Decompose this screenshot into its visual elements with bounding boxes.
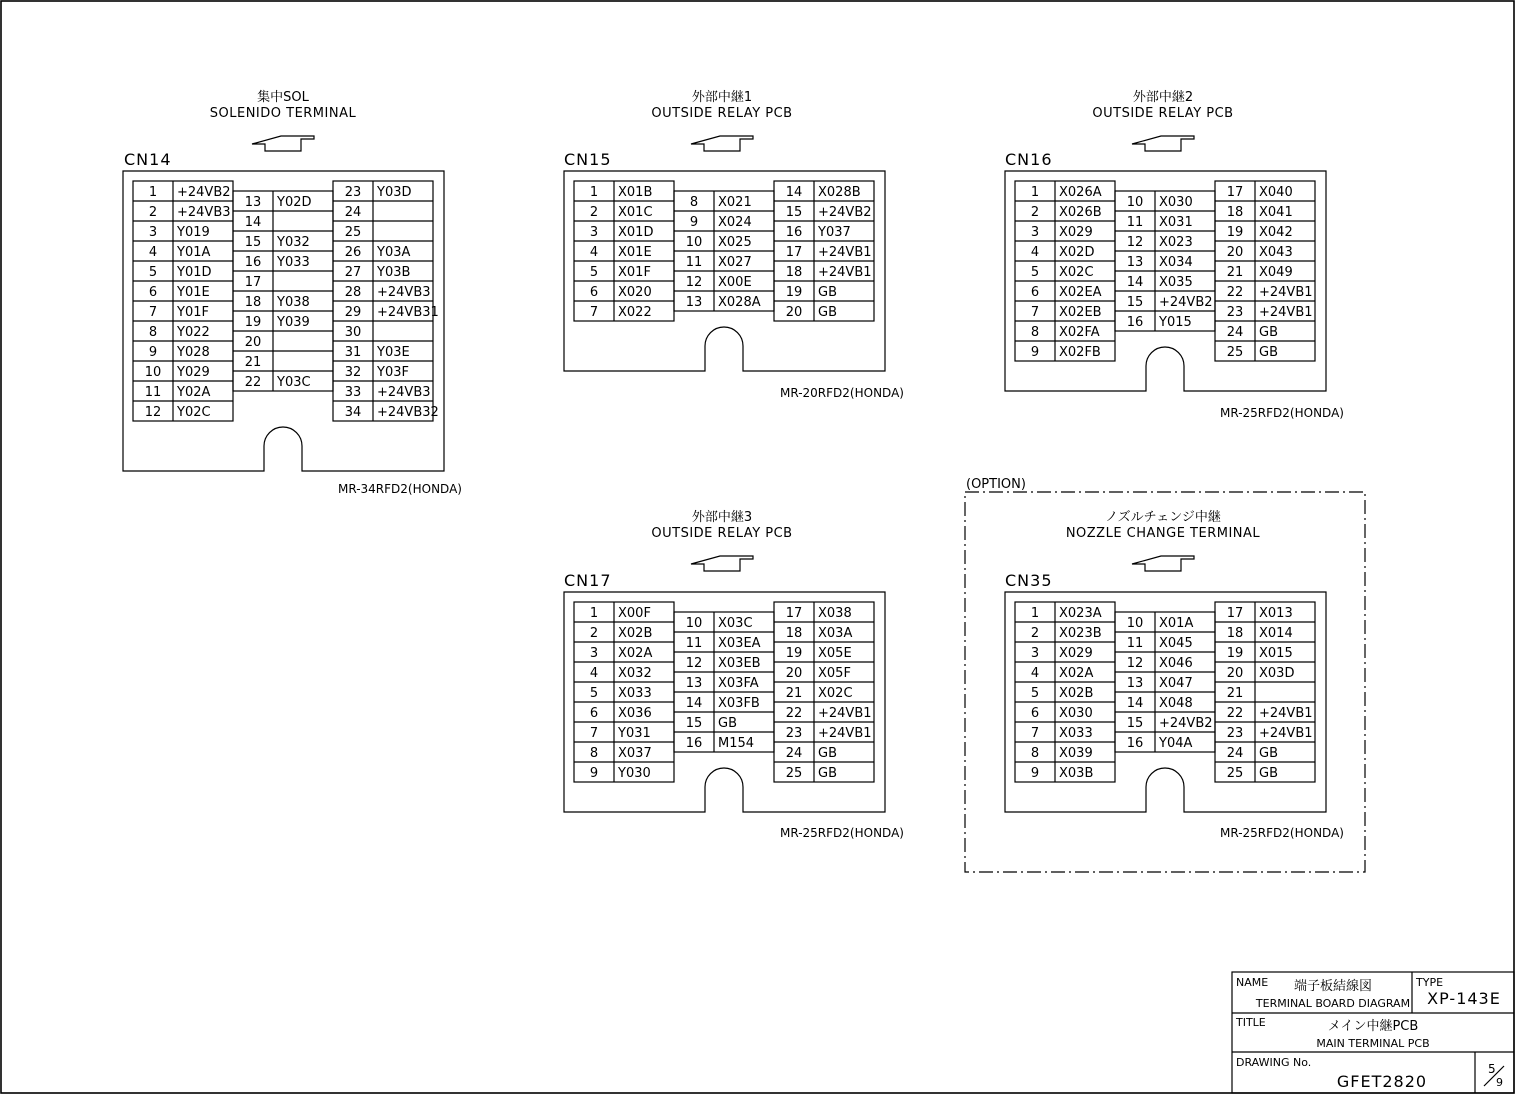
type-label: TYPE	[1416, 976, 1444, 989]
cn16-left-signal: X02EA	[1059, 285, 1102, 300]
cn35-right-pin-number: 17	[1226, 606, 1244, 621]
cn16-direction-arrow-icon	[1132, 136, 1194, 151]
cn17-left-signal: X02B	[618, 626, 653, 641]
cn16-mid-signal: Y015	[1159, 315, 1192, 330]
cn35-title-jp: ノズルチェンジ中継	[1105, 510, 1221, 525]
cn14-right-signal: +24VB3	[377, 385, 431, 400]
cn14-mid-pin-number: 19	[244, 315, 262, 330]
cn35-left-signal: X033	[1059, 726, 1093, 741]
cn17-left-pin-number: 8	[589, 746, 599, 761]
cn14-left-signal: +24VB3	[177, 205, 231, 220]
cn16-left-signal: X029	[1059, 225, 1093, 240]
cn35-right-signal: X013	[1259, 606, 1293, 621]
cn16-left-signal: X02D	[1059, 245, 1095, 260]
cn16-right-signal: X040	[1259, 185, 1293, 200]
cn16-left-pin-number: 6	[1030, 285, 1040, 300]
cn14-left-pin-number: 7	[148, 305, 158, 320]
cn14-left-signal: Y01E	[177, 285, 210, 300]
cn14-mid-pin-number: 20	[244, 335, 262, 350]
cn16-mid-pin-number: 11	[1126, 215, 1144, 230]
connector-cn16	[1005, 89, 1344, 420]
cn15-direction-arrow-icon	[691, 136, 753, 151]
cn35-part-number: MR-25RFD2(HONDA)	[1220, 826, 1344, 840]
cn35-left-pin-number: 3	[1030, 646, 1040, 661]
cn14-right-pin-number: 25	[344, 225, 362, 240]
cn15-left-pin-number: 5	[589, 265, 599, 280]
cn17-right-pin-number: 21	[785, 686, 803, 701]
cn17-right-signal: +24VB1	[818, 726, 872, 741]
cn16-left-pin-number: 8	[1030, 325, 1040, 340]
cn16-right-signal: X041	[1259, 205, 1293, 220]
cn16-right-pin-number: 19	[1226, 225, 1244, 240]
cn14-left-signal: Y02C	[177, 405, 211, 420]
cn16-right-pin-number: 22	[1226, 285, 1244, 300]
cn17-left-signal: X02A	[618, 646, 653, 661]
cn35-right-pin-number: 25	[1226, 766, 1244, 781]
cn14-right-pin-number: 26	[344, 245, 362, 260]
cn14-part-number: MR-34RFD2(HONDA)	[338, 482, 462, 496]
cn15-part-number: MR-20RFD2(HONDA)	[780, 386, 904, 400]
cn17-mid-signal: X03C	[718, 616, 753, 631]
cn16-left-pin-number: 1	[1030, 185, 1040, 200]
cn17-right-signal: X03A	[818, 626, 853, 641]
cn15-right-signal: +24VB1	[818, 245, 872, 260]
cn14-direction-arrow-icon	[252, 136, 314, 151]
cn14-right-signal: Y03B	[377, 265, 411, 280]
cn14-left-pin-number: 3	[148, 225, 158, 240]
cn35-right-signal: X014	[1259, 626, 1293, 641]
title-block	[1232, 972, 1514, 1093]
cn14-right-pin-number: 23	[344, 185, 362, 200]
cn17-right-signal: +24VB1	[818, 706, 872, 721]
cn17-left-pin-number: 9	[589, 766, 599, 781]
cn35-left-signal: X03B	[1059, 766, 1094, 781]
cn16-mid-signal: X030	[1159, 195, 1193, 210]
cn35-left-pin-number: 5	[1030, 686, 1040, 701]
cn16-title-jp: 外部中継2	[1132, 90, 1194, 105]
cn16-left-pin-number: 2	[1030, 205, 1040, 220]
cn17-mid-pin-number: 10	[685, 616, 703, 631]
cn17-right-pin-number: 25	[785, 766, 803, 781]
cn14-mid-signal: Y03C	[277, 375, 311, 390]
cn17-mid-pin-number: 15	[685, 716, 703, 731]
cn16-right-signal: X049	[1259, 265, 1293, 280]
cn14-right-pin-number: 24	[344, 205, 362, 220]
cn15-right-pin-number: 19	[785, 285, 803, 300]
cn35-right-signal: +24VB1	[1259, 706, 1313, 721]
cn14-left-signal: Y028	[177, 345, 210, 360]
cn35-mid-signal: X047	[1159, 676, 1193, 691]
cn14-label: CN14	[124, 150, 172, 169]
cn16-left-signal: X026A	[1059, 185, 1102, 200]
cn15-right-signal: GB	[818, 305, 837, 320]
cn16-left-signal: X026B	[1059, 205, 1102, 220]
cn14-right-pin-number: 30	[344, 325, 362, 340]
cn14-mid-pin-number: 16	[244, 255, 262, 270]
drawing-label: DRAWING No.	[1236, 1056, 1312, 1069]
cn15-mid-signal: X025	[718, 235, 752, 250]
cn14-right-signal: +24VB31	[377, 305, 439, 320]
cn15-right-pin-number: 18	[785, 265, 803, 280]
cn17-mid-pin-number: 16	[685, 736, 703, 751]
cn16-mid-pin-number: 15	[1126, 295, 1144, 310]
cn15-mid-pin-number: 11	[685, 255, 703, 270]
cn17-right-signal: X02C	[818, 686, 853, 701]
cn15-left-pin-number: 6	[589, 285, 599, 300]
cn17-left-signal: X036	[618, 706, 652, 721]
cn15-right-signal: GB	[818, 285, 837, 300]
cn16-mid-pin-number: 13	[1126, 255, 1144, 270]
cn15-left-signal: X01D	[618, 225, 654, 240]
cn17-right-pin-number: 22	[785, 706, 803, 721]
cn14-left-pin-number: 10	[144, 365, 162, 380]
cn15-mid-signal: X027	[718, 255, 752, 270]
cn14-title-en: SOLENIDO TERMINAL	[209, 106, 357, 121]
cn15-left-pin-number: 4	[589, 245, 599, 260]
connector-group	[123, 89, 1344, 840]
cn15-mid-pin-number: 8	[689, 195, 699, 210]
drawing-frame	[1, 1, 1514, 1093]
cn14-left-pin-number: 9	[148, 345, 158, 360]
cn17-right-pin-number: 19	[785, 646, 803, 661]
cn15-mid-signal: X021	[718, 195, 752, 210]
cn17-right-signal: X038	[818, 606, 852, 621]
cn14-mid-pin-number: 15	[244, 235, 262, 250]
cn16-right-pin-number: 18	[1226, 205, 1244, 220]
cn15-mid-pin-number: 10	[685, 235, 703, 250]
cn35-left-signal: X030	[1059, 706, 1093, 721]
cn16-mid-pin-number: 12	[1126, 235, 1144, 250]
connector-cn17	[564, 509, 904, 840]
cn17-left-signal: X033	[618, 686, 652, 701]
sheet-numerator: 5	[1488, 1062, 1496, 1076]
cn15-right-pin-number: 16	[785, 225, 803, 240]
cn15-left-pin-number: 2	[589, 205, 599, 220]
cn35-right-signal: GB	[1259, 766, 1278, 781]
cn16-right-signal: X043	[1259, 245, 1293, 260]
cn15-left-signal: X020	[618, 285, 652, 300]
cn14-left-signal: +24VB2	[177, 185, 231, 200]
cn14-left-pin-number: 4	[148, 245, 158, 260]
cn35-left-pin-number: 9	[1030, 766, 1040, 781]
cn16-mid-signal: X023	[1159, 235, 1193, 250]
cn15-left-signal: X022	[618, 305, 652, 320]
cn14-right-pin-number: 34	[344, 405, 362, 420]
cn16-left-signal: X02FB	[1059, 345, 1101, 360]
cn17-left-pin-number: 1	[589, 606, 599, 621]
cn16-mid-signal: X031	[1159, 215, 1193, 230]
cn35-direction-arrow-icon	[1132, 556, 1194, 571]
cn14-right-pin-number: 29	[344, 305, 362, 320]
cn14-title-jp: 集中SOL	[257, 90, 309, 105]
cn15-title-jp: 外部中継1	[691, 90, 753, 105]
cn35-right-pin-number: 22	[1226, 706, 1244, 721]
cn35-right-pin-number: 23	[1226, 726, 1244, 741]
cn35-left-signal: X023B	[1059, 626, 1102, 641]
cn35-right-pin-number: 18	[1226, 626, 1244, 641]
cn14-left-pin-number: 8	[148, 325, 158, 340]
cn14-left-pin-number: 2	[148, 205, 158, 220]
cn17-mid-signal: X03EB	[718, 656, 761, 671]
cn16-left-pin-number: 9	[1030, 345, 1040, 360]
cn14-mid-pin-number: 21	[244, 355, 262, 370]
cn15-mid-signal: X00E	[718, 275, 752, 290]
cn17-left-pin-number: 6	[589, 706, 599, 721]
cn16-right-signal: +24VB1	[1259, 305, 1313, 320]
name-jp: 端子板結線図	[1293, 979, 1373, 994]
cn17-right-signal: GB	[818, 746, 837, 761]
drawing-value: GFET2820	[1336, 1072, 1428, 1091]
cn17-right-pin-number: 23	[785, 726, 803, 741]
cn35-mid-pin-number: 13	[1126, 676, 1144, 691]
cn17-mid-signal: X03FB	[718, 696, 760, 711]
cn17-left-pin-number: 7	[589, 726, 599, 741]
cn17-mid-signal: X03FA	[718, 676, 759, 691]
cn15-right-pin-number: 17	[785, 245, 803, 260]
cn35-right-pin-number: 21	[1226, 686, 1244, 701]
cn16-right-pin-number: 23	[1226, 305, 1244, 320]
cn17-left-pin-number: 2	[589, 626, 599, 641]
cn14-right-signal: Y03A	[377, 245, 411, 260]
cn17-left-pin-number: 3	[589, 646, 599, 661]
cn17-mid-signal: M154	[718, 736, 755, 751]
cn35-left-pin-number: 2	[1030, 626, 1040, 641]
cn14-right-signal: Y03D	[377, 185, 412, 200]
cn17-mid-pin-number: 14	[685, 696, 703, 711]
cn35-right-signal: +24VB1	[1259, 726, 1313, 741]
cn17-title-jp: 外部中継3	[691, 510, 753, 525]
cn15-right-signal: Y037	[818, 225, 851, 240]
title-label: TITLE	[1236, 1016, 1266, 1029]
cn16-right-pin-number: 24	[1226, 325, 1244, 340]
name-label: NAME	[1236, 976, 1269, 989]
cn35-mid-pin-number: 12	[1126, 656, 1144, 671]
cn35-right-pin-number: 19	[1226, 646, 1244, 661]
cn15-left-pin-number: 7	[589, 305, 599, 320]
cn14-mid-pin-number: 13	[244, 195, 262, 210]
cn35-right-pin-number: 24	[1226, 746, 1244, 761]
cn35-left-pin-number: 7	[1030, 726, 1040, 741]
cn35-mid-pin-number: 16	[1126, 736, 1144, 751]
cn15-mid-pin-number: 12	[685, 275, 703, 290]
connector-cn15	[564, 89, 904, 400]
cn15-left-signal: X01E	[618, 245, 652, 260]
cn35-mid-signal: Y04A	[1159, 736, 1193, 751]
cn35-left-pin-number: 4	[1030, 666, 1040, 681]
cn16-left-signal: X02FA	[1059, 325, 1100, 340]
cn17-title-en: OUTSIDE RELAY PCB	[651, 526, 793, 541]
cn35-mid-pin-number: 14	[1126, 696, 1144, 711]
cn14-mid-signal: Y02D	[277, 195, 312, 210]
cn15-left-pin-number: 3	[589, 225, 599, 240]
cn14-left-signal: Y029	[177, 365, 210, 380]
cn17-mid-signal: X03EA	[718, 636, 761, 651]
cn35-title-en: NOZZLE CHANGE TERMINAL	[1065, 526, 1261, 541]
cn14-left-signal: Y01D	[177, 265, 212, 280]
cn14-left-pin-number: 11	[144, 385, 162, 400]
cn14-left-pin-number: 5	[148, 265, 158, 280]
cn35-left-signal: X039	[1059, 746, 1093, 761]
cn16-right-pin-number: 21	[1226, 265, 1244, 280]
cn16-left-pin-number: 5	[1030, 265, 1040, 280]
cn17-right-pin-number: 18	[785, 626, 803, 641]
cn35-left-pin-number: 8	[1030, 746, 1040, 761]
cn35-left-pin-number: 6	[1030, 706, 1040, 721]
cn15-label: CN15	[564, 150, 612, 169]
cn15-mid-pin-number: 13	[685, 295, 703, 310]
cn35-mid-pin-number: 11	[1126, 636, 1144, 651]
cn15-right-signal: +24VB2	[818, 205, 872, 220]
cn15-title-en: OUTSIDE RELAY PCB	[651, 106, 793, 121]
cn17-direction-arrow-icon	[691, 556, 753, 571]
cn16-part-number: MR-25RFD2(HONDA)	[1220, 406, 1344, 420]
cn35-right-signal: X015	[1259, 646, 1293, 661]
cn35-mid-pin-number: 10	[1126, 616, 1144, 631]
cn14-right-pin-number: 31	[344, 345, 362, 360]
cn15-mid-pin-number: 9	[689, 215, 699, 230]
cn16-mid-signal: X034	[1159, 255, 1193, 270]
cn16-mid-signal: +24VB2	[1159, 295, 1213, 310]
sheet-denominator: 9	[1496, 1076, 1503, 1089]
cn14-right-signal: +24VB3	[377, 285, 431, 300]
cn17-right-signal: X05F	[818, 666, 851, 681]
cn14-left-signal: Y01F	[177, 305, 209, 320]
cn35-left-signal: X023A	[1059, 606, 1102, 621]
cn16-right-pin-number: 25	[1226, 345, 1244, 360]
title-jp: メイン中継PCB	[1327, 1019, 1419, 1034]
cn35-mid-signal: +24VB2	[1159, 716, 1213, 731]
cn16-right-signal: +24VB1	[1259, 285, 1313, 300]
cn14-left-pin-number: 6	[148, 285, 158, 300]
cn17-left-pin-number: 5	[589, 686, 599, 701]
cn16-left-pin-number: 4	[1030, 245, 1040, 260]
cn17-left-signal: X00F	[618, 606, 651, 621]
cn17-right-signal: GB	[818, 766, 837, 781]
cn14-mid-pin-number: 18	[244, 295, 262, 310]
cn35-right-signal: GB	[1259, 746, 1278, 761]
cn35-mid-signal: X045	[1159, 636, 1193, 651]
cn35-left-signal: X02A	[1059, 666, 1094, 681]
cn16-label: CN16	[1005, 150, 1053, 169]
cn14-left-pin-number: 12	[144, 405, 162, 420]
cn14-right-signal: Y03F	[377, 365, 409, 380]
cn35-mid-signal: X046	[1159, 656, 1193, 671]
cn35-mid-pin-number: 15	[1126, 716, 1144, 731]
cn17-left-signal: X037	[618, 746, 652, 761]
cn35-mid-signal: X01A	[1159, 616, 1194, 631]
cn14-mid-signal: Y038	[277, 295, 310, 310]
cn17-right-signal: X05E	[818, 646, 852, 661]
cn14-left-signal: Y022	[177, 325, 210, 340]
cn17-left-signal: Y031	[618, 726, 651, 741]
cn17-mid-signal: GB	[718, 716, 737, 731]
cn16-mid-pin-number: 14	[1126, 275, 1144, 290]
cn16-right-signal: X042	[1259, 225, 1293, 240]
cn14-left-signal: Y01A	[177, 245, 211, 260]
cn16-mid-pin-number: 16	[1126, 315, 1144, 330]
cn16-left-pin-number: 7	[1030, 305, 1040, 320]
cn17-mid-pin-number: 12	[685, 656, 703, 671]
cn35-label: CN35	[1005, 571, 1053, 590]
cn16-title-en: OUTSIDE RELAY PCB	[1092, 106, 1234, 121]
name-en: TERMINAL BOARD DIAGRAM	[1255, 997, 1411, 1010]
cn14-mid-signal: Y039	[277, 315, 310, 330]
cn35-left-signal: X02B	[1059, 686, 1094, 701]
cn14-right-signal: Y03E	[377, 345, 410, 360]
cn15-right-signal: +24VB1	[818, 265, 872, 280]
cn14-left-signal: Y02A	[177, 385, 211, 400]
cn16-right-pin-number: 20	[1226, 245, 1244, 260]
cn35-mid-signal: X048	[1159, 696, 1193, 711]
cn14-mid-pin-number: 14	[244, 215, 262, 230]
cn16-mid-signal: X035	[1159, 275, 1193, 290]
cn14-left-signal: Y019	[177, 225, 210, 240]
cn14-right-pin-number: 27	[344, 265, 362, 280]
cn17-left-signal: Y030	[618, 766, 651, 781]
option-label: (OPTION)	[966, 477, 1026, 492]
cn17-part-number: MR-25RFD2(HONDA)	[780, 826, 904, 840]
cn35-right-signal: X03D	[1259, 666, 1295, 681]
cn17-label: CN17	[564, 571, 612, 590]
cn35-left-pin-number: 1	[1030, 606, 1040, 621]
cn15-right-signal: X028B	[818, 185, 861, 200]
cn35-left-signal: X029	[1059, 646, 1093, 661]
title-en: MAIN TERMINAL PCB	[1316, 1037, 1430, 1050]
cn17-mid-pin-number: 11	[685, 636, 703, 651]
connector-cn14	[123, 89, 462, 496]
cn16-left-pin-number: 3	[1030, 225, 1040, 240]
cn14-mid-signal: Y032	[277, 235, 310, 250]
cn15-right-pin-number: 20	[785, 305, 803, 320]
cn16-right-signal: GB	[1259, 325, 1278, 340]
cn14-right-pin-number: 28	[344, 285, 362, 300]
cn35-right-pin-number: 20	[1226, 666, 1244, 681]
cn15-right-pin-number: 14	[785, 185, 803, 200]
cn16-right-pin-number: 17	[1226, 185, 1244, 200]
cn17-left-pin-number: 4	[589, 666, 599, 681]
cn17-mid-pin-number: 13	[685, 676, 703, 691]
cn16-left-signal: X02C	[1059, 265, 1094, 280]
cn17-left-signal: X032	[618, 666, 652, 681]
cn15-left-pin-number: 1	[589, 185, 599, 200]
cn15-mid-signal: X024	[718, 215, 752, 230]
cn14-mid-signal: Y033	[277, 255, 310, 270]
cn14-right-pin-number: 32	[344, 365, 362, 380]
cn16-left-signal: X02EB	[1059, 305, 1102, 320]
type-value: XP-143E	[1427, 989, 1501, 1008]
cn16-right-signal: GB	[1259, 345, 1278, 360]
cn16-mid-pin-number: 10	[1126, 195, 1144, 210]
cn14-mid-pin-number: 17	[244, 275, 262, 290]
cn14-left-pin-number: 1	[148, 185, 158, 200]
cn14-right-signal: +24VB32	[377, 405, 439, 420]
connector-cn35	[1005, 509, 1344, 840]
cn17-right-pin-number: 24	[785, 746, 803, 761]
cn15-right-pin-number: 15	[785, 205, 803, 220]
cn15-left-signal: X01F	[618, 265, 651, 280]
cn17-right-pin-number: 17	[785, 606, 803, 621]
cn14-mid-pin-number: 22	[244, 375, 262, 390]
cn14-right-pin-number: 33	[344, 385, 362, 400]
cn15-mid-signal: X028A	[718, 295, 761, 310]
cn15-left-signal: X01B	[618, 185, 653, 200]
cn15-left-signal: X01C	[618, 205, 653, 220]
cn17-right-pin-number: 20	[785, 666, 803, 681]
